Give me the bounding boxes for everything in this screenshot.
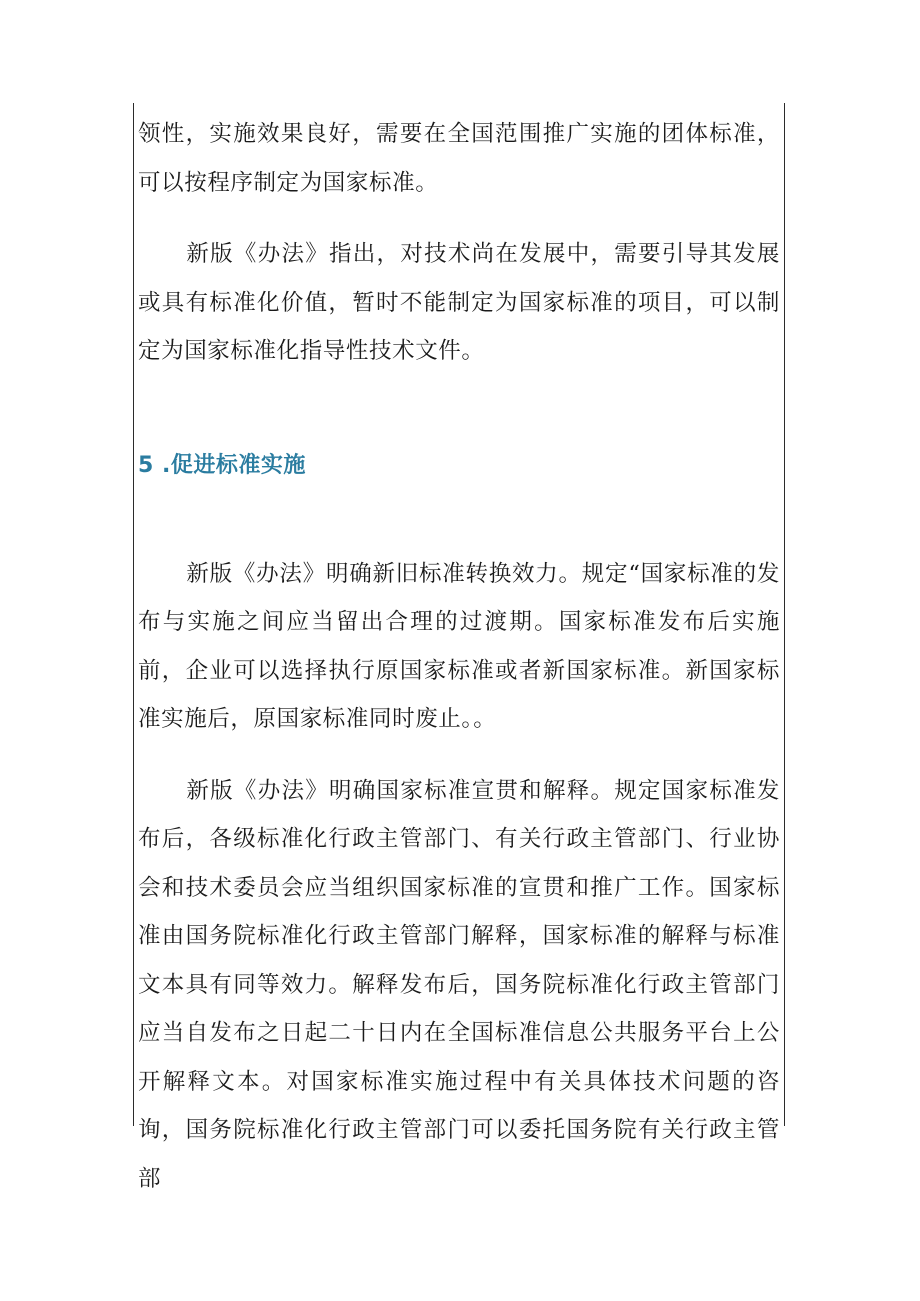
left-border-line	[133, 103, 134, 1126]
paragraph-guidance-documents: 新版《办法》指出，对技术尚在发展中，需要引导其发展或具有标准化价值，暂时不能制定为国家标准的项目，可以制定为国家标准化指导性技术文件。	[138, 241, 780, 364]
paragraph-transition-effect: 新版《办法》明确新旧标准转换效力。规定“国家标准的发布与实施之间应当留出合理的过渡期。国家标准发布后实施前，企业可以选择执行原国家标准或者新国家标准。新国家标准实施后，原国家标准同时废止。。	[138, 560, 780, 732]
right-border-line	[784, 103, 785, 1126]
document-body	[138, 110, 780, 1203]
paragraph-continuation: 领性，实施效果良好，需要在全国范围推广实施的团体标准，可以按程序制定为国家标准。	[138, 121, 780, 196]
section-heading: 5 .促进标准实施	[138, 452, 306, 478]
paragraph-interpretation: 新版《办法》明确国家标准宣贯和解释。规定国家标准发布后，各级标准化行政主管部门、有关行政主管部门、行业协会和技术委员会应当组织国家标准的宣贯和推广工作。国家标准由国务院标准化行政主管部门解释，国家标准的解释与标准文本具有同等效力。解释发布后，国务院标准化行政主管部门应当自发布之日起二十日内在全国标准信息公共服务平台上公开解释文本。对国家标准实施过程中有关具体技术问题的咨询，国务院标准化行政主管部门可以委托国务院有关行政主管部	[138, 777, 780, 1192]
